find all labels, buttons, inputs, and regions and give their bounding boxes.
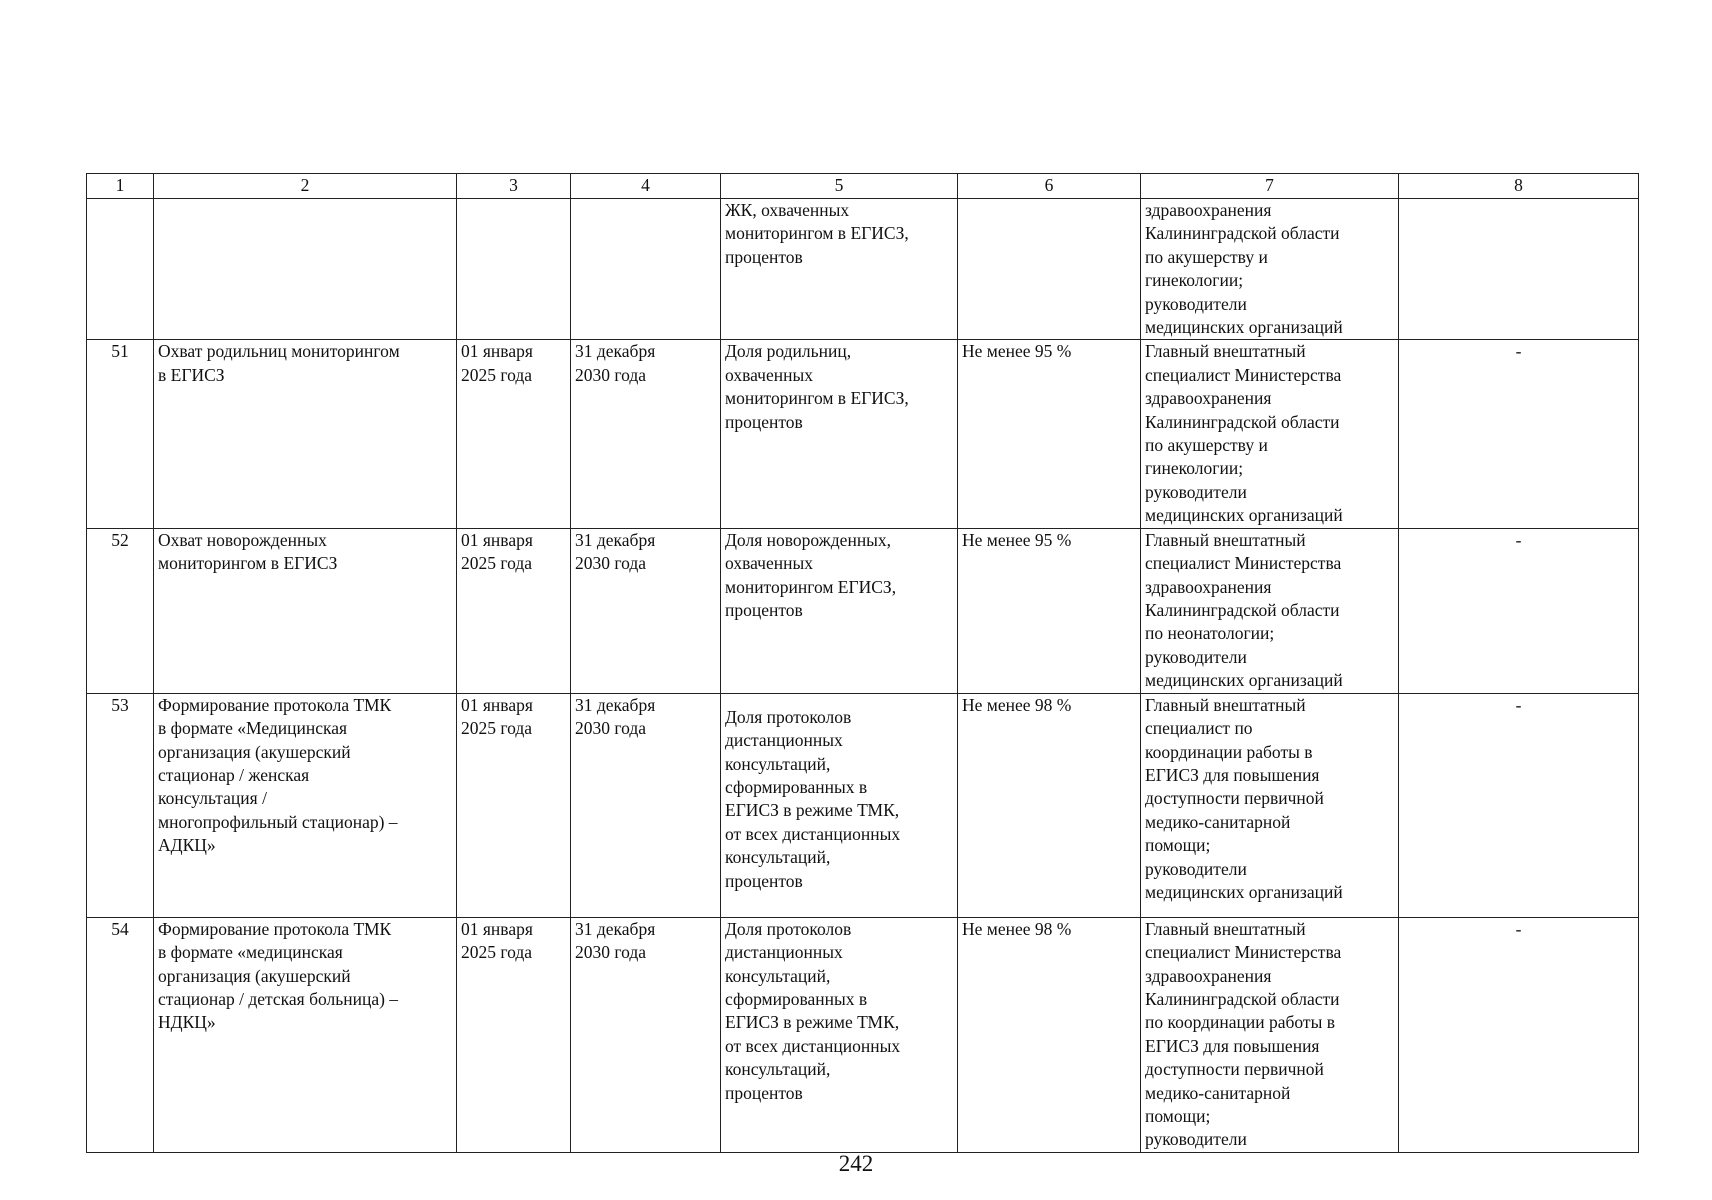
target-value-cell: Не менее 98 %	[958, 693, 1141, 917]
target-value-cell: Не менее 95 %	[958, 528, 1141, 693]
start-date-cell: 01 января 2025 года	[457, 340, 571, 528]
indicator-cell: Доля родильниц, охваченных мониторингом в ЕГИСЗ, процентов	[721, 340, 958, 528]
note-cell: -	[1399, 528, 1639, 693]
column-header-6: 6	[958, 174, 1141, 199]
responsible-cell: Главный внештатный специалист Министерства здравоохранения Калининградской области по неонатологии; руководители медицинских организаций	[1141, 528, 1399, 693]
row-number-cell	[87, 199, 154, 340]
responsible-cell: Главный внештатный специалист Министерства здравоохранения Калининградской области по акушерству и гинекологии; руководители медицинских организаций	[1141, 340, 1399, 528]
row-number-cell: 53	[87, 693, 154, 917]
column-header-4: 4	[571, 174, 721, 199]
start-date-cell: 01 января 2025 года	[457, 917, 571, 1152]
column-header-5: 5	[721, 174, 958, 199]
event-name-cell	[154, 199, 457, 340]
column-header-3: 3	[457, 174, 571, 199]
target-value-cell: Не менее 95 %	[958, 340, 1141, 528]
start-date-cell	[457, 199, 571, 340]
column-header-8: 8	[1399, 174, 1639, 199]
header-row	[87, 174, 1639, 199]
column-header-2: 2	[154, 174, 457, 199]
end-date-cell	[571, 199, 721, 340]
target-value-cell: Не менее 98 %	[958, 917, 1141, 1152]
row-number-cell: 52	[87, 528, 154, 693]
responsible-cell: Главный внештатный специалист Министерства здравоохранения Калининградской области по координации работы в ЕГИСЗ для повышения доступности первичной медико-санитарной помощи; руководители	[1141, 917, 1399, 1152]
column-header-7: 7	[1141, 174, 1399, 199]
table-row	[87, 199, 1639, 340]
event-name-cell: Формирование протокола ТМК в формате «медицинская организация (акушерский стационар / детская больница) – НДКЦ»	[154, 917, 457, 1152]
event-name-cell: Формирование протокола ТМК в формате «Медицинская организация (акушерский стационар / женская консультация / многопрофильный стационар) – АДКЦ»	[154, 693, 457, 917]
note-cell: -	[1399, 917, 1639, 1152]
note-cell: -	[1399, 693, 1639, 917]
column-header-1: 1	[87, 174, 154, 199]
note-cell: -	[1399, 340, 1639, 528]
end-date-cell: 31 декабря 2030 года	[571, 917, 721, 1152]
end-date-cell: 31 декабря 2030 года	[571, 340, 721, 528]
note-cell	[1399, 199, 1639, 340]
event-name-cell: Охват родильниц мониторингом в ЕГИСЗ	[154, 340, 457, 528]
indicator-cell: ЖК, охваченных мониторингом в ЕГИСЗ, процентов	[721, 199, 958, 340]
start-date-cell: 01 января 2025 года	[457, 693, 571, 917]
start-date-cell: 01 января 2025 года	[457, 528, 571, 693]
responsible-cell: Главный внештатный специалист по координации работы в ЕГИСЗ для повышения доступности первичной медико-санитарной помощи; руководители медицинских организаций	[1141, 693, 1399, 917]
responsible-cell: здравоохранения Калининградской области по акушерству и гинекологии; руководители медицинских организаций	[1141, 199, 1399, 340]
page-number: 242	[838, 1151, 874, 1176]
table-row	[87, 917, 1639, 1152]
plan-table	[86, 173, 1639, 1153]
row-number-cell: 51	[87, 340, 154, 528]
event-name-cell: Охват новорожденных мониторингом в ЕГИСЗ	[154, 528, 457, 693]
indicator-cell: Доля новорожденных, охваченных мониторингом ЕГИСЗ, процентов	[721, 528, 958, 693]
indicator-cell: Доля протоколов дистанционных консультаций, сформированных в ЕГИСЗ в режиме ТМК, от всех дистанционных консультаций, процентов	[721, 917, 958, 1152]
indicator-cell: Доля протоколов дистанционных консультаций, сформированных в ЕГИСЗ в режиме ТМК, от всех дистанционных консультаций, процентов	[721, 693, 958, 917]
row-number-cell: 54	[87, 917, 154, 1152]
end-date-cell: 31 декабря 2030 года	[571, 693, 721, 917]
target-value-cell	[958, 199, 1141, 340]
table-row	[87, 528, 1639, 693]
table-row	[87, 693, 1639, 917]
table-row	[87, 340, 1639, 528]
end-date-cell: 31 декабря 2030 года	[571, 528, 721, 693]
